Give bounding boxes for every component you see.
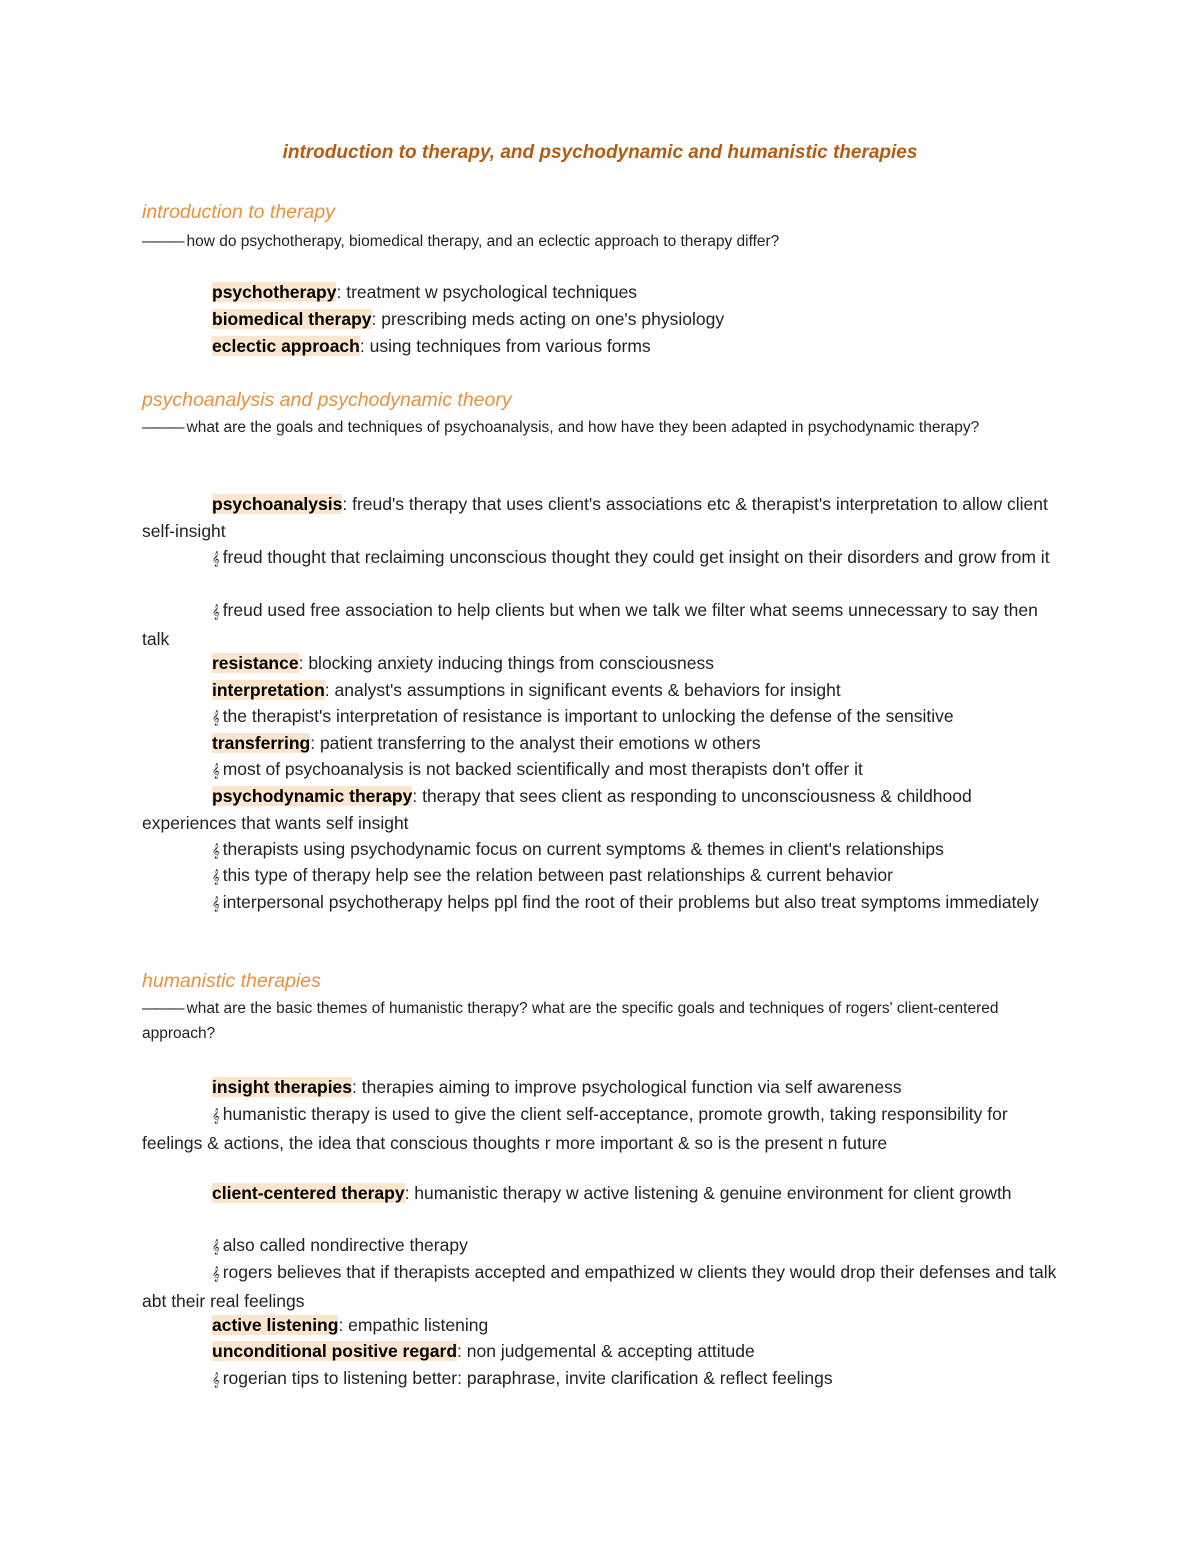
term-highlight: insight therapies bbox=[212, 1077, 353, 1097]
bullet-line: 𝄞 also called nondirective therapy bbox=[212, 1235, 468, 1255]
definition-line: psychotherapy: treatment w psychological techniques bbox=[212, 282, 638, 302]
definition-line: psychoanalysis: freud's therapy that uses client's associations etc & therapist's interpretation to allow client self-insight bbox=[142, 494, 1048, 541]
bullet-icon: 𝄞 bbox=[212, 551, 219, 566]
definition-line: active listening: empathic listening bbox=[212, 1315, 489, 1335]
section-question: ——— how do psychotherapy, biomedical therapy, and an eclectic approach to therapy differ? bbox=[142, 233, 780, 250]
definition-line: interpretation: analyst's assumptions in significant events & behaviors for insight bbox=[212, 680, 841, 700]
bullet-line: 𝄞 this type of therapy help see the relation between past relationships & current behavior bbox=[212, 865, 893, 885]
section-heading: psychoanalysis and psychodynamic theory bbox=[142, 389, 512, 411]
definition-line: insight therapies: therapies aiming to improve psychological function via self awareness bbox=[212, 1077, 902, 1097]
bullet-icon: 𝄞 bbox=[212, 1266, 219, 1281]
term-highlight: psychodynamic therapy bbox=[212, 786, 413, 806]
bullet-icon: 𝄞 bbox=[212, 1239, 219, 1254]
section-question: ——— what are the basic themes of humanistic therapy? what are the specific goals and techniques of rogers' client-centered approach? bbox=[142, 1000, 999, 1042]
dash-rule: ——— bbox=[142, 419, 183, 436]
term-highlight: unconditional positive regard bbox=[212, 1341, 458, 1361]
term-highlight: resistance bbox=[212, 653, 299, 673]
dash-rule: ——— bbox=[142, 1000, 183, 1017]
term-highlight: interpretation bbox=[212, 680, 325, 700]
definition-line: transferring: patient transferring to the analyst their emotions w others bbox=[212, 733, 761, 753]
bullet-line: 𝄞 the therapist's interpretation of resistance is important to unlocking the defense of the sensitive bbox=[212, 706, 954, 726]
definition-line: client-centered therapy: humanistic therapy w active listening & genuine environment for client growth bbox=[212, 1183, 1012, 1203]
bullet-icon: 𝄞 bbox=[212, 896, 219, 911]
section-heading: humanistic therapies bbox=[142, 970, 321, 992]
bullet-icon: 𝄞 bbox=[212, 604, 219, 619]
bullet-icon: 𝄞 bbox=[212, 1372, 219, 1387]
bullet-line: 𝄞 rogers believes that if therapists accepted and empathized w clients they would drop their defenses and talk abt their real feelings bbox=[142, 1262, 1057, 1311]
term-highlight: transferring bbox=[212, 733, 311, 753]
dash-rule: ——— bbox=[142, 233, 183, 250]
bullet-icon: 𝄞 bbox=[212, 869, 219, 884]
bullet-line: 𝄞 most of psychoanalysis is not backed scientifically and most therapists don't offer it bbox=[212, 759, 863, 779]
bullet-icon: 𝄞 bbox=[212, 843, 219, 858]
term-highlight: client-centered therapy bbox=[212, 1183, 405, 1203]
definition-line: biomedical therapy: prescribing meds acting on one's physiology bbox=[212, 309, 725, 329]
definition-line: unconditional positive regard: non judgemental & accepting attitude bbox=[212, 1341, 755, 1361]
bullet-icon: 𝄞 bbox=[212, 763, 219, 778]
term-highlight: psychoanalysis bbox=[212, 494, 343, 514]
bullet-icon: 𝄞 bbox=[212, 710, 219, 725]
bullet-line: 𝄞 rogerian tips to listening better: paraphrase, invite clarification & reflect feelings bbox=[212, 1368, 833, 1388]
bullet-line: 𝄞 freud used free association to help clients but when we talk we filter what seems unnecessary to say then talk bbox=[142, 600, 1038, 649]
bullet-line: 𝄞 freud thought that reclaiming unconscious thought they could get insight on their disorders and grow from it bbox=[212, 547, 1050, 567]
definition-line: psychodynamic therapy: therapy that sees client as responding to unconsciousness & childhood experiences that wants self insight bbox=[142, 786, 972, 833]
definition-line: resistance: blocking anxiety inducing things from consciousness bbox=[212, 653, 714, 673]
definition-line: eclectic approach: using techniques from various forms bbox=[212, 336, 651, 356]
term-highlight: eclectic approach bbox=[212, 336, 360, 356]
section-question: ——— what are the goals and techniques of psychoanalysis, and how have they been adapted in psychodynamic therapy? bbox=[142, 419, 980, 436]
term-highlight: biomedical therapy bbox=[212, 309, 372, 329]
document-title: introduction to therapy, and psychodynamic and humanistic therapies bbox=[282, 142, 918, 163]
section-heading: introduction to therapy bbox=[142, 201, 335, 223]
term-highlight: psychotherapy bbox=[212, 282, 337, 302]
bullet-line: 𝄞 humanistic therapy is used to give the client self-acceptance, promote growth, taking responsibility for feelings & actions, the idea that conscious thoughts r more important & so is the present n future bbox=[142, 1104, 1008, 1153]
bullet-line: 𝄞 interpersonal psychotherapy helps ppl find the root of their problems but also treat symptoms immediately bbox=[212, 892, 1039, 912]
term-highlight: active listening bbox=[212, 1315, 339, 1335]
bullet-line: 𝄞 therapists using psychodynamic focus on current symptoms & themes in client's relationships bbox=[212, 839, 944, 859]
bullet-icon: 𝄞 bbox=[212, 1108, 219, 1123]
